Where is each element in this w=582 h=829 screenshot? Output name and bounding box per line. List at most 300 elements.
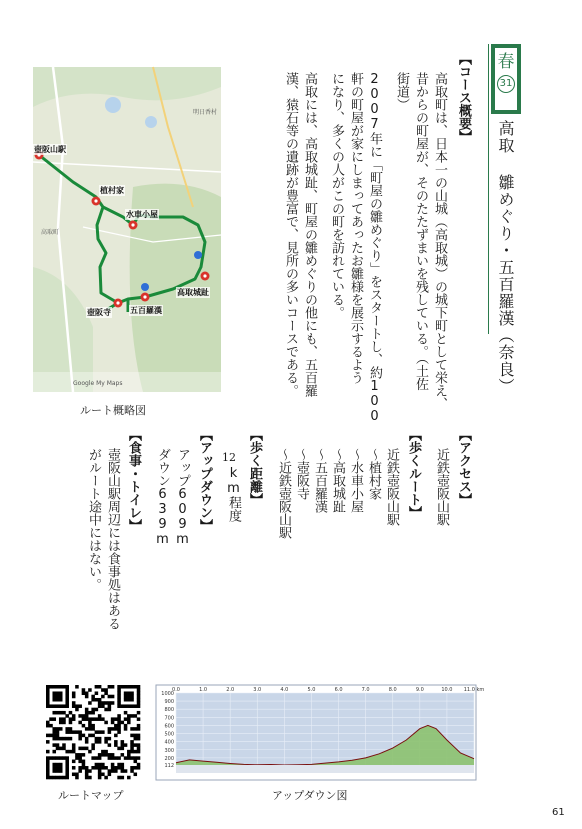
qr-module [108,701,112,705]
qr-module [46,704,50,708]
qr-module [62,776,66,780]
qr-module [124,717,128,721]
qr-module [46,769,50,773]
qr-module [62,756,66,760]
qr-module [127,685,131,689]
qr-module [59,704,63,708]
distance-heading: 【歩く距離】 [247,428,262,506]
qr-module [69,711,73,715]
qr-module [101,701,105,705]
qr-module [114,743,118,747]
qr-module [127,750,131,754]
qr-module [101,773,105,777]
qr-module [137,734,141,738]
qr-module [46,776,50,780]
qr-module [46,756,50,760]
title-rule [488,44,489,334]
qr-module [124,756,128,760]
qr-module [114,756,118,760]
map-label-castle: 高取城趾 [177,288,209,297]
qr-module [52,769,56,773]
access-value: 近鉄壺阪山駅 [434,448,449,526]
qr-module [117,727,121,731]
elevation-bottom-strip [176,765,474,773]
qr-module [130,695,134,699]
qr-module [46,773,50,777]
qr-module [108,756,112,760]
qr-module [111,695,115,699]
qr-module [137,727,141,731]
qr-module [65,685,69,689]
qr-module [88,769,92,773]
qr-module [52,743,56,747]
elevation-x-tick: 6.0 [334,687,343,693]
elevation-y-tick: 200 [164,755,174,762]
qr-module [134,743,138,747]
qr-module [108,769,112,773]
qr-module [52,734,56,738]
qr-module [101,730,105,734]
qr-module [85,695,89,699]
qr-module [108,743,112,747]
qr-module [134,714,138,718]
qr-module [98,776,102,780]
qr-module [72,760,76,764]
elevation-x-tick: 4.0 [280,687,289,693]
qr-module [117,701,121,705]
elevation-y-tick: 500 [164,731,174,738]
qr-module [65,714,69,718]
qr-module [56,737,60,741]
route-map[interactable] [33,67,221,392]
qr-module [85,776,89,780]
elevation-x-tick: 3.0 [253,687,262,693]
qr-module [46,750,50,754]
qr-module [82,734,86,738]
qr-module [130,704,134,708]
qr-module [134,756,138,760]
qr-module [49,704,53,708]
qr-module [98,714,102,718]
qr-module [121,743,125,747]
qr-module [75,753,79,757]
qr-module [65,698,69,702]
overview-line-3: 街道） [394,72,409,111]
food-line-2: がルート途中にはない。 [86,448,101,591]
qr-module [108,753,112,757]
qr-module [124,769,128,773]
map-place-takatori: 高取町 [41,229,60,236]
qr-module [114,724,118,728]
qr-module [124,711,128,715]
overview-line-1: 高取町は、日本一の山城（高取城）の城下町として栄え、 [432,72,447,410]
qr-module [85,691,89,695]
elevation-y-tick: 400 [164,739,174,746]
qr-module [78,769,82,773]
qr-module [117,721,121,725]
qr-module [52,730,56,734]
qr-module [88,701,92,705]
overview-line-8: 漢、猿石等の遺跡が豊富で、見所の多いコースである。 [283,72,298,397]
qr-module [130,769,134,773]
qr-module [82,753,86,757]
qr-module [95,737,99,741]
qr-module [75,730,79,734]
qr-module [117,717,121,721]
qr-module [124,724,128,728]
qr-module [49,717,53,721]
qr-module [56,769,60,773]
overview-line-5: 軒の町屋が家にしまってあったお雛様を展示するよう [348,72,363,384]
qr-module [75,685,79,689]
qr-module [104,721,108,725]
qr-module [62,717,66,721]
qr-module [98,701,102,705]
qr-module [52,766,56,770]
qr-module [101,695,105,699]
qr-module [127,691,131,695]
qr-module [130,698,134,702]
map-place-asuka: 明日香村 [193,109,218,116]
qr-module [85,717,89,721]
qr-module [117,776,121,780]
qr-module [88,750,92,754]
qr-module [69,737,73,741]
qr-module [117,698,121,702]
elevation-caption: アップダウン図 [272,789,348,802]
qr-module [85,714,89,718]
qr-module [82,691,86,695]
qr-module [137,763,141,767]
map-label-temple: 壺阪寺 [87,308,111,317]
qr-module [78,766,82,770]
qr-module [75,776,79,780]
qr-module [130,766,134,770]
qr-module [95,740,99,744]
qr-module [111,753,115,757]
qr-module [52,685,56,689]
elevation-chart [156,685,485,780]
qr-module [101,763,105,767]
qr-module [46,688,50,692]
elevation-y-tick: 700 [164,715,174,722]
qr-module [91,756,95,760]
qr-module [85,766,89,770]
qr-module [111,766,115,770]
qr-module [95,685,99,689]
qr-module [98,773,102,777]
qr-module [65,776,69,780]
qr-module [124,691,128,695]
qr-module [69,721,73,725]
qr-module [46,701,50,705]
qr-module [52,711,56,715]
qr-module [108,727,112,731]
qr-module [91,766,95,770]
qr-module [52,717,56,721]
qr-module [108,695,112,699]
qr-module [82,688,86,692]
qr-module [117,704,121,708]
qr-module [88,776,92,780]
qr-module [137,750,141,754]
qr-module [91,747,95,751]
qr-module [101,753,105,757]
qr-code-graphic [46,685,140,779]
qr-module [72,747,76,751]
qr-module [117,695,121,699]
qr-module [98,704,102,708]
course-overview-heading: 【コース概要】 [456,52,471,143]
qr-module [52,691,56,695]
qr-module [52,727,56,731]
qr-module [98,685,102,689]
qr-module [59,776,63,780]
elevation-x-tick: 8.0 [388,687,397,693]
qr-module [117,685,121,689]
qr-module [117,724,121,728]
qr-module [65,763,69,767]
qr-module [88,688,92,692]
qr-module [130,714,134,718]
qr-module [98,766,102,770]
walk-route-item: ～高取城趾 [330,448,345,513]
qr-code[interactable] [46,685,140,779]
qr-module [46,721,50,725]
qr-module [59,685,63,689]
qr-module [62,747,66,751]
qr-module [134,727,138,731]
qr-module [127,698,131,702]
qr-module [65,773,69,777]
qr-module [56,698,60,702]
qr-module [137,737,141,741]
qr-module [78,704,82,708]
qr-module [98,769,102,773]
qr-module [78,721,82,725]
qr-module [78,756,82,760]
qr-module [98,730,102,734]
qr-module [72,766,76,770]
qr-module [59,691,63,695]
qr-module [104,701,108,705]
elevation-x-tick: 1.0 [199,687,208,693]
qr-module [95,766,99,770]
qr-module [124,685,128,689]
qr-module [78,753,82,757]
qr-module [49,734,53,738]
qr-module [82,714,86,718]
qr-module [95,756,99,760]
qr-module [62,704,66,708]
qr-module [98,753,102,757]
qr-module [95,698,99,702]
qr-module [127,704,131,708]
qr-module [130,756,134,760]
qr-module [78,747,82,751]
qr-module [56,756,60,760]
qr-module [91,734,95,738]
qr-module [91,727,95,731]
map-label-uemura: 植村家 [100,186,124,195]
qr-module [137,756,141,760]
qr-module [117,763,121,767]
qr-module [59,766,63,770]
qr-module [117,747,121,751]
qr-module [49,685,53,689]
qr-module [56,776,60,780]
qr-module [62,737,66,741]
qr-module [88,717,92,721]
qr-module [101,717,105,721]
qr-module [124,695,128,699]
qr-module [91,711,95,715]
walk-route-heading: 【歩くルート】 [406,428,421,519]
qr-module [69,727,73,731]
qr-module [111,685,115,689]
qr-module [114,766,118,770]
qr-module [137,717,141,721]
qr-module [46,766,50,770]
qr-module [52,698,56,702]
qr-module [121,704,125,708]
elevation-x-tick: 10.0 [441,687,453,693]
qr-module [88,727,92,731]
qr-module [95,691,99,695]
qr-module [124,727,128,731]
qr-module [82,763,86,767]
elevation-x-tick: 2.0 [226,687,235,693]
qr-module [65,769,69,773]
page-title: 高取 雛めぐり・五百羅漢（奈良） [496,120,515,395]
qr-module [82,760,86,764]
qr-module [121,769,125,773]
qr-module [56,734,60,738]
updown-down: ダウン639m [155,448,170,547]
qr-module [78,730,82,734]
qr-module [124,704,128,708]
walk-route-item: ～五百羅漢 [312,448,327,513]
qr-module [117,691,121,695]
qr-module [130,747,134,751]
qr-module [127,717,131,721]
qr-module [111,763,115,767]
qr-module [104,753,108,757]
updown-up: アップ609m [175,448,190,547]
qr-module [46,698,50,702]
qr-module [78,714,82,718]
qr-module [91,695,95,699]
qr-module [65,730,69,734]
qr-module [121,747,125,751]
elevation-y-tick: 300 [164,747,174,754]
qr-module [121,763,125,767]
qr-module [72,701,76,705]
qr-module [56,704,60,708]
elevation-y-tick: 600 [164,723,174,730]
qr-module [65,760,69,764]
elevation-x-tick: 11.0 km [463,687,485,693]
qr-module [104,708,108,712]
qr-module [69,750,73,754]
qr-module [95,717,99,721]
qr-module [85,711,89,715]
qr-module [111,701,115,705]
qr-module [52,737,56,741]
qr-module [117,766,121,770]
qr-module [82,747,86,751]
qr-module [137,691,141,695]
elevation-y-tick: 1000 [161,691,174,697]
qr-module [130,727,134,731]
qr-module [111,721,115,725]
qr-module [82,717,86,721]
qr-module [134,750,138,754]
elevation-x-tick: 0.0 [172,687,180,693]
qr-module [75,704,79,708]
qr-module [137,766,141,770]
qr-module [65,701,69,705]
qr-module [56,747,60,751]
qr-module [46,685,50,689]
qr-module [59,711,63,715]
qr-module [124,743,128,747]
qr-module [121,766,125,770]
qr-module [88,734,92,738]
qr-module [65,691,69,695]
qr-module [69,717,73,721]
qr-module [134,685,138,689]
qr-module [137,704,141,708]
qr-module [46,734,50,738]
qr-module [91,717,95,721]
qr-module [108,773,112,777]
qr-module [124,698,128,702]
qr-module [91,708,95,712]
qr-module [127,756,131,760]
qr-module [114,717,118,721]
qr-module [59,727,63,731]
distance-unit: km程度 [226,466,241,522]
qr-module [78,737,82,741]
food-line-1: 壺阪山駅周辺には食事処はある [105,448,120,630]
overview-line-7: 高取には、高取城趾、町屋の雛めぐりの他にも、五百羅 [302,72,317,397]
qr-module [121,776,125,780]
qr-module [56,727,60,731]
qr-module [127,776,131,780]
qr-module [59,737,63,741]
qr-module [69,730,73,734]
qr-module [127,695,131,699]
qr-module [46,695,50,699]
qr-module [134,766,138,770]
qr-module [121,721,125,725]
qr-module [127,714,131,718]
qr-module [62,711,66,715]
qr-module [137,701,141,705]
qr-module [65,756,69,760]
season-label: 春 [497,52,515,72]
qr-module [65,695,69,699]
qr-module [59,698,63,702]
qr-module [91,724,95,728]
qr-module [72,773,76,777]
qr-module [52,763,56,767]
qr-module [98,698,102,702]
qr-module [104,750,108,754]
qr-module [46,691,50,695]
qr-module [104,776,108,780]
